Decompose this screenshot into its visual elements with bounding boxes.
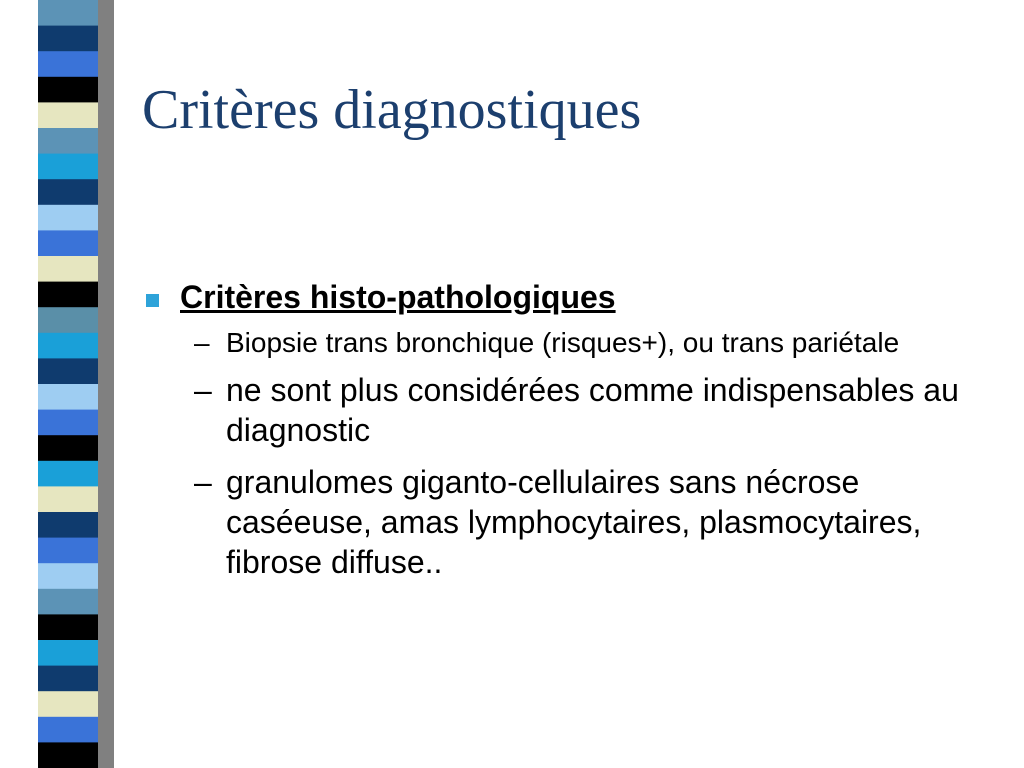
stripe-block <box>38 256 98 282</box>
stripe-block <box>38 128 98 154</box>
stripe-blocks <box>38 0 98 768</box>
level1-item <box>142 278 992 316</box>
level2-item <box>142 328 992 358</box>
dash-bullet: – <box>194 464 212 501</box>
stripe-block <box>38 640 98 666</box>
stripe-block <box>38 358 98 384</box>
stripe-block <box>38 614 98 640</box>
slide-title: Critères diagnostiques <box>142 79 642 141</box>
level2-item <box>142 462 992 582</box>
decorative-stripe <box>0 0 118 768</box>
stripe-block <box>38 512 98 538</box>
item-text: Biopsie trans bronchique (risques+), ou trans pariétale <box>226 327 900 359</box>
slide-content <box>142 278 992 582</box>
stripe-block <box>38 282 98 308</box>
stripe-block <box>38 461 98 487</box>
stripe-block <box>38 589 98 615</box>
stripe-block <box>38 666 98 692</box>
stripe-block <box>38 154 98 180</box>
stripe-block <box>38 26 98 52</box>
stripe-block <box>38 77 98 103</box>
item-text: ne sont plus considérées comme indispensables au diagnostic <box>226 372 959 449</box>
stripe-shadow <box>98 0 114 768</box>
stripe-block <box>38 691 98 717</box>
stripe-block <box>38 179 98 205</box>
section-heading: Critères histo-pathologiques <box>180 279 616 315</box>
stripe-block <box>38 307 98 333</box>
stripe-block <box>38 538 98 564</box>
stripe-block <box>38 717 98 743</box>
level2-item <box>142 370 992 450</box>
stripe-block <box>38 384 98 410</box>
stripe-block <box>38 205 98 231</box>
stripe-block <box>38 333 98 359</box>
stripe-block <box>38 435 98 461</box>
square-bullet-icon <box>146 294 159 307</box>
stripe-block <box>38 486 98 512</box>
dash-bullet: – <box>194 372 212 409</box>
stripe-block <box>38 230 98 256</box>
stripe-block <box>38 742 98 768</box>
item-text: granulomes giganto-cellulaires sans nécrose caséeuse, amas lymphocytaires, plasmocytaires, fibrose diffuse.. <box>226 464 922 581</box>
stripe-block <box>38 102 98 128</box>
stripe-block <box>38 410 98 436</box>
stripe-block <box>38 51 98 77</box>
dash-bullet: – <box>194 327 210 359</box>
stripe-block <box>38 563 98 589</box>
stripe-block <box>38 0 98 26</box>
